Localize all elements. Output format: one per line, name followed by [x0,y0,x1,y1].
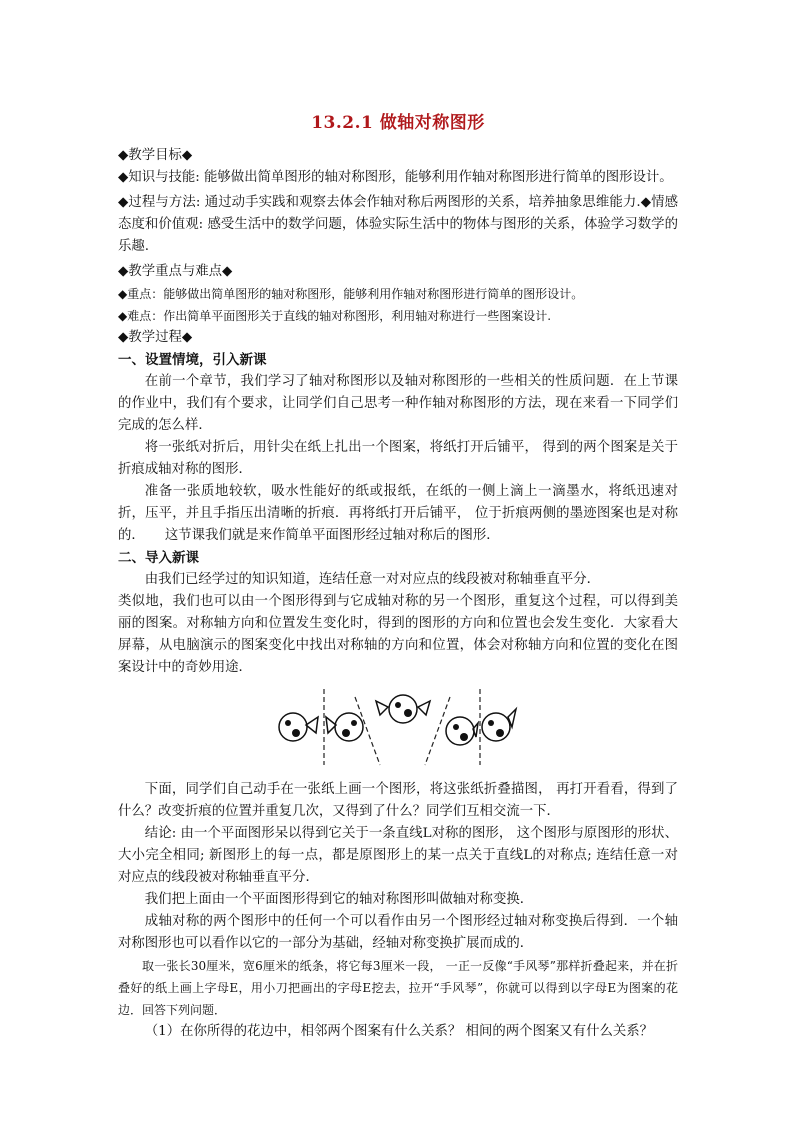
part1-paragraph-1: 在前一个章节，我们学习了轴对称图形以及轴对称图形的一些相关的性质问题．在上节课的作业中，我们有个要求，让同学们自己思考一种作轴对称图形的方法，现在来看一下同学们完成的怎么样． [118,374,678,433]
part2-paragraph-2: 类似地，我们也可以由一个图形得到与它成轴对称的另一个图形，重复这个过程，可以得到美丽的图案。对称轴方向和位置发生变化时，得到的图形的方向和位置也会发生变化．大家看大屏幕，从电脑演示的图案变化中找出对称轴的方向和位置，体会对称轴方向和位置的变化在图案设计中的奇妙用途． [118,594,678,675]
part1-heading: 一、设置情境，引入新课 [118,352,267,368]
difficulty-text: ◆难点：作出简单平面图形关于直线的轴对称图形，利用轴对称进行一些图案设计. [118,309,552,323]
process-label: ◆教学过程◆ [118,330,193,345]
keypoints-label: ◆教学重点与难点◆ [118,264,233,279]
objective-process: ◆过程与方法: 通过动手实践和观察去体会作轴对称后两图形的关系，培养抽象思维能力.◆情感态度和价值观: 感受生活中的数学问题，体验实际生活中的物体与图形的关系，体验学习数学的乐趣. [118,195,678,254]
part2-paragraph-3: 下面，同学们自己动手在一张纸上画一个图形，将这张纸折叠描图， 再打开看看，得到了什么？改变折痕的位置并重复几次，又得到了什么？同学们互相交流一下． [118,782,678,819]
document-page [118,100,678,1043]
symmetry-figure [118,687,678,767]
part2-paragraph-4: 结论: 由一个平面图形呆以得到它关于一条直线L对称的图形， 这个图形与原图形的形状、大小完全相同; 新图形上的每一点，都是原图形上的某一点关于直线L的对称点; 连结任意一对对应点的线段被对称轴垂直平分． [118,826,678,885]
part2-paragraph-7: 取一张长30厘米，宽6厘米的纸条，将它每3厘米一段， 一正一反像“手风琴”那样折叠起来，并在折叠好的纸上画上字母E，用小刀把画出的字母E挖去，拉开“手风琴”，你就可以得到以字母E为图案的花边．回答下列问题． [118,959,678,1017]
mirrored-fish-pattern-icon [118,687,678,767]
objective-knowledge: ◆知识与技能: 能够做出简单图形的轴对称图形，能够利用作轴对称图形进行简单的图形设计。 [118,170,673,185]
page-title: 13.2.1 做轴对称图形 [311,113,485,133]
part2-paragraph-5: 我们把上面由一个平面图形得到它的轴对称图形叫做轴对称变换． [144,892,534,907]
part2-heading: 二、导入新课 [118,550,199,566]
part2-paragraph-1: 由我们已经学过的知识知道，连结任意一对对应点的线段被对称轴垂直平分． [144,572,601,587]
objectives-label: ◆教学目标◆ [118,148,193,163]
part2-paragraph-6: 成轴对称的两个图形中的任何一个可以看作由另一个图形经过轴对称变换后得到．一个轴对称图形也可以看作以它的一部分为基础，经轴对称变换扩展而成的． [118,914,678,951]
keypoint-text: ◆重点：能够做出简单图形的轴对称图形，能够利用作轴对称图形进行简单的图形设计。 [118,287,584,301]
part1-paragraph-3: 准备一张质地较软，吸水性能好的纸或报纸，在纸的一侧上滴上一滴墨水，将纸迅速对折，压平，并且手指压出清晰的折痕．再将纸打开后铺平， 位于折痕两侧的墨迹图案也是对称的． 这节课我们就是来作简单平面图形经过轴对称后的图形． [118,484,678,543]
part1-paragraph-2: 将一张纸对折后，用针尖在纸上扎出一个图案，将纸打开后铺平， 得到的两个图案是关于折痕成轴对称的图形． [118,440,678,477]
part2-paragraph-8: （1）在你所得的花边中，相邻两个图案有什么关系？ 相间的两个图案又有什么关系？ [144,1024,654,1039]
